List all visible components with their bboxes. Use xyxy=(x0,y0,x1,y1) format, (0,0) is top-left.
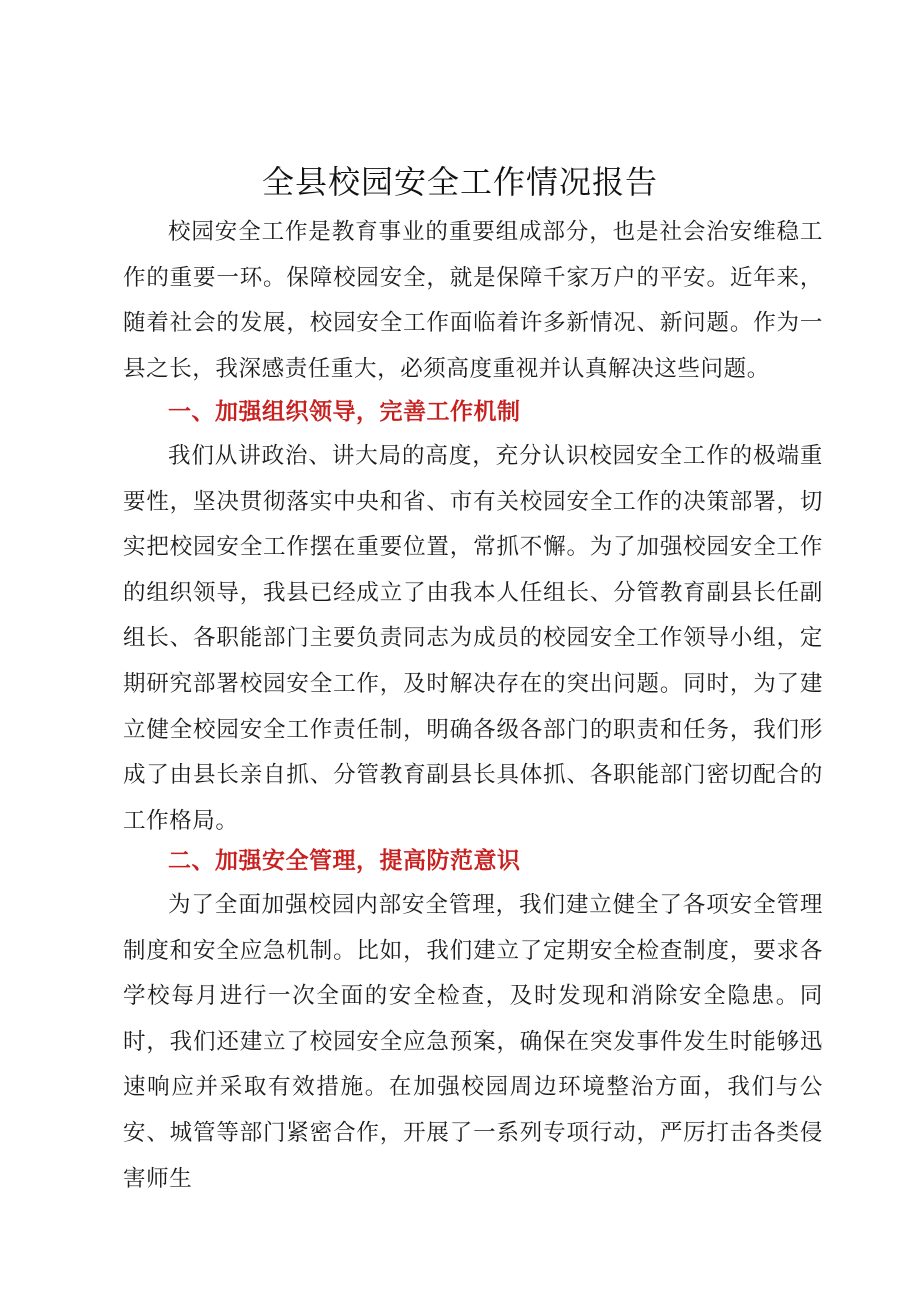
intro-paragraph: 校园安全工作是教育事业的重要组成部分，也是社会治安维稳工作的重要一环。保障校园安全，就是保障千家万户的平安。近年来，随着社会的发展，校园安全工作面临着许多新情况、新问题。作为一县之长，我深感责任重大，必须高度重视并认真解决这些问题。 xyxy=(123,219,823,382)
document-title: 全县校园安全工作情况报告 xyxy=(261,163,658,201)
section-2-body-block xyxy=(123,883,823,1202)
section-1-heading: 一、加强组织领导，完善工作机制 xyxy=(168,399,521,425)
intro-paragraph-block xyxy=(123,210,823,392)
section-1-body-block xyxy=(123,434,823,844)
section-2-heading: 二、加强安全管理，提高防范意识 xyxy=(168,848,521,874)
section-1-body: 我们从讲政治、讲大局的高度，充分认识校园安全工作的极端重要性，坚决贯彻落实中央和省、市有关校园安全工作的决策部署，切实把校园安全工作摆在重要位置，常抓不懈。为了加强校园安全工作的组织领导，我县已经成立了由我本人任组长、分管教育副县长任副组长、各职能部门主要负责同志为成员的校园安全工作领导小组，定期研究部署校园安全工作，及时解决存在的突出问题。同时，为了建立健全校园安全工作责任制，明确各级各部门的职责和任务，我们形成了由县长亲自抓、分管教育副县长具体抓、各职能部门密切配合的工作格局。 xyxy=(123,443,823,834)
section-2-body: 为了全面加强校园内部安全管理，我们建立健全了各项安全管理制度和安全应急机制。比如，我们建立了定期安全检查制度，要求各学校每月进行一次全面的安全检查，及时发现和消除安全隐患。同时，我们还建立了校园安全应急预案，确保在突发事件发生时能够迅速响应并采取有效措施。在加强校园周边环境整治方面，我们与公安、城管等部门紧密合作，开展了一系列专项行动，严厉打击各类侵害师生 xyxy=(123,892,823,1192)
